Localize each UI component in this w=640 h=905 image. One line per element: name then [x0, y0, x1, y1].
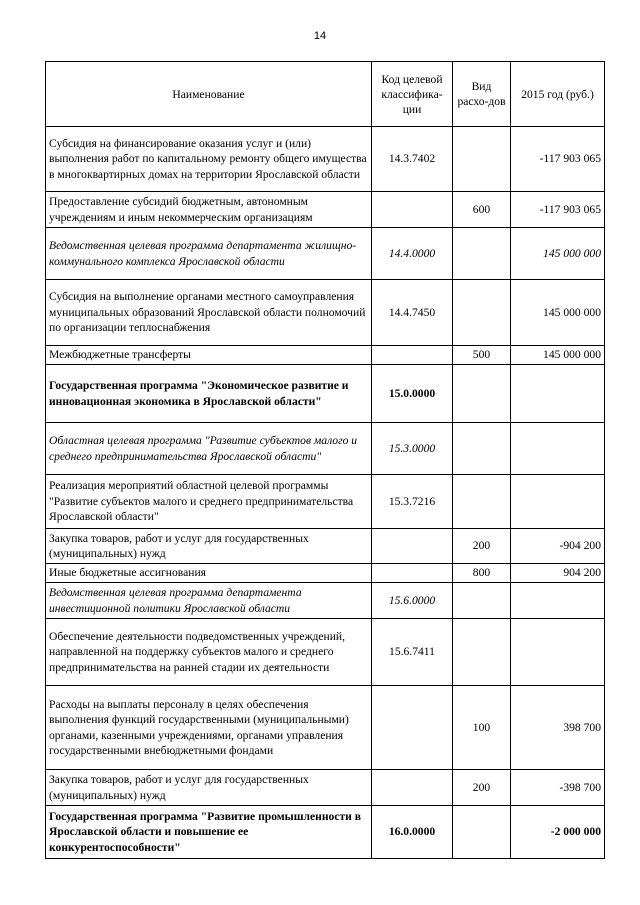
table-row [46, 127, 605, 192]
table-row [46, 770, 605, 806]
table-row [46, 423, 605, 475]
row-name: Государственная программа "Экономическое развитие и инновационная экономика в Ярославской области" [46, 365, 372, 423]
header-code: Код целевой классифика-ции [372, 62, 453, 127]
row-name: Обеспечение деятельности подведомственных учреждений, направленной на поддержку субъектов малого и среднего предпринимательства на ранней стадии их деятельности [46, 619, 372, 686]
table-row [46, 806, 605, 859]
row-name: Областная целевая программа "Развитие субъектов малого и среднего предпринимательства Ярославской области" [46, 423, 372, 475]
row-name: Закупка товаров, работ и услуг для государственных (муниципальных) нужд [46, 529, 372, 564]
row-vid: 500 [453, 346, 511, 365]
row-sum [511, 619, 605, 686]
row-code: 15.6.7411 [372, 619, 453, 686]
table-row [46, 228, 605, 280]
row-name: Предоставление субсидий бюджетным, автономным учреждениям и иным некоммерческим организациям [46, 192, 372, 228]
row-sum: 398 700 [511, 686, 605, 770]
table-row [46, 365, 605, 423]
row-vid [453, 423, 511, 475]
table-row [46, 529, 605, 564]
row-sum: 904 200 [511, 564, 605, 583]
row-sum: -904 200 [511, 529, 605, 564]
row-vid [453, 619, 511, 686]
row-vid: 100 [453, 686, 511, 770]
row-vid [453, 475, 511, 529]
budget-table [45, 61, 605, 859]
table-row [46, 686, 605, 770]
row-sum [511, 583, 605, 619]
row-sum: -117 903 065 [511, 192, 605, 228]
row-vid [453, 365, 511, 423]
row-code: 14.3.7402 [372, 127, 453, 192]
row-vid: 600 [453, 192, 511, 228]
row-code [372, 529, 453, 564]
row-code: 16.0.0000 [372, 806, 453, 859]
row-vid [453, 583, 511, 619]
row-code [372, 564, 453, 583]
row-code [372, 770, 453, 806]
row-name: Ведомственная целевая программа департамента жилищно-коммунального комплекса Ярославской области [46, 228, 372, 280]
row-sum: 145 000 000 [511, 280, 605, 346]
row-code [372, 346, 453, 365]
row-vid: 200 [453, 770, 511, 806]
row-vid [453, 280, 511, 346]
row-vid: 200 [453, 529, 511, 564]
row-vid [453, 228, 511, 280]
row-vid [453, 127, 511, 192]
row-code [372, 192, 453, 228]
table-row [46, 280, 605, 346]
header-vid: Вид расхо-дов [453, 62, 511, 127]
row-sum: -2 000 000 [511, 806, 605, 859]
table-header-row [46, 62, 605, 127]
row-name: Закупка товаров, работ и услуг для государственных (муниципальных) нужд [46, 770, 372, 806]
row-name: Государственная программа "Развитие промышленности в Ярославской области и повышение ее конкурентоспособности" [46, 806, 372, 859]
row-code: 14.4.0000 [372, 228, 453, 280]
row-name: Иные бюджетные ассигнования [46, 564, 372, 583]
row-code: 15.6.0000 [372, 583, 453, 619]
row-name: Субсидия на финансирование оказания услуг и (или) выполнения работ по капитальному ремонту общего имущества в многоквартирных домах на территории Ярославской области [46, 127, 372, 192]
row-vid [453, 806, 511, 859]
row-sum: -398 700 [511, 770, 605, 806]
table-row [46, 346, 605, 365]
row-sum: -117 903 065 [511, 127, 605, 192]
row-code: 15.3.0000 [372, 423, 453, 475]
row-sum: 145 000 000 [511, 228, 605, 280]
table-row [46, 619, 605, 686]
table-row [46, 192, 605, 228]
table-row [46, 564, 605, 583]
row-name: Межбюджетные трансферты [46, 346, 372, 365]
row-sum: 145 000 000 [511, 346, 605, 365]
row-sum [511, 475, 605, 529]
row-code: 15.3.7216 [372, 475, 453, 529]
row-vid: 800 [453, 564, 511, 583]
row-name: Реализация мероприятий областной целевой программы "Развитие субъектов малого и среднего предпринимательства Ярославской области" [46, 475, 372, 529]
row-code [372, 686, 453, 770]
row-code: 14.4.7450 [372, 280, 453, 346]
row-name: Ведомственная целевая программа департамента инвестиционной политики Ярославской области [46, 583, 372, 619]
page-number: 14 [313, 30, 327, 42]
row-name: Субсидия на выполнение органами местного самоуправления муниципальных образований Ярославской области полномочий по организации теплоснабжения [46, 280, 372, 346]
row-code: 15.0.0000 [372, 365, 453, 423]
header-sum: 2015 год (руб.) [511, 62, 605, 127]
row-name: Расходы на выплаты персоналу в целях обеспечения выполнения функций государственными (муниципальными) органами, казенными учреждениями, органами управления государственными внебюджетными фондами [46, 686, 372, 770]
row-sum [511, 365, 605, 423]
header-name: Наименование [46, 62, 372, 127]
table-row [46, 475, 605, 529]
row-sum [511, 423, 605, 475]
table-row [46, 583, 605, 619]
